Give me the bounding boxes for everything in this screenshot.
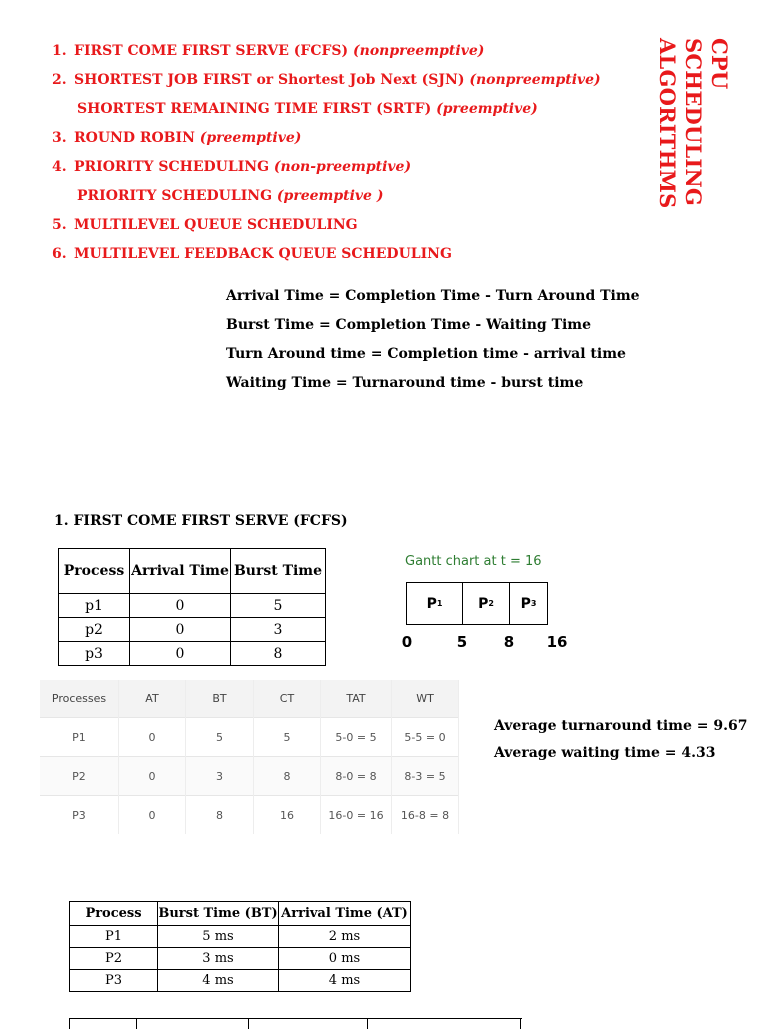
algorithm-mode: (preemptive) [199,130,302,146]
item-number: 1. [52,43,67,59]
column-header: Burst Time (BT) [158,902,279,926]
gantt-tick: 8 [503,633,515,651]
algorithm-mode: (nonpreemptive) [469,72,601,88]
table-cell: 4 ms [158,970,279,992]
table-row [40,718,459,757]
segment-label: P [520,595,531,612]
table-cell: 0 [119,796,186,835]
table-column-line [520,1019,521,1029]
table-cell: 3 [231,618,326,642]
table-column-line [367,1019,368,1029]
column-header: Arrival Time (AT) [279,902,411,926]
column-header: Burst Time [231,549,326,594]
table-cell: P1 [70,926,158,948]
table-row [40,757,459,796]
table-cell: 16-0 = 16 [321,796,392,835]
algorithm-name: ROUND ROBIN [74,130,195,146]
column-header: TAT [321,680,392,718]
fcfs-input-table [58,548,326,666]
table-cell: 5 [231,594,326,618]
formula-waiting-time: Waiting Time = Turnaround time - burst time [226,375,584,391]
table-cell: 0 ms [279,948,411,970]
table-column-line [248,1019,249,1029]
table-row [70,948,411,970]
item-number: 4. [52,159,67,175]
table-row [59,594,326,618]
algorithm-item [52,214,601,243]
algorithm-name: SHORTEST JOB FIRST or Shortest Job Next (SJN) [74,72,465,88]
algorithm-mode: (non-preemptive) [273,159,412,175]
algorithm-mode: (nonpreemptive) [353,43,485,59]
algorithm-name: PRIORITY SCHEDULING [77,188,273,204]
table-cell: 16-8 = 8 [392,796,459,835]
average-waiting-time: Average waiting time = 4.33 [494,745,716,761]
segment-subscript: 2 [488,599,494,608]
average-turnaround-time: Average turnaround time = 9.67 [494,718,748,734]
algorithm-name: FIRST COME FIRST SERVE (FCFS) [74,43,349,59]
table-cell: 8 [254,757,321,796]
formula-arrival-time: Arrival Time = Completion Time - Turn Around Time [226,288,640,304]
gantt-segment-p3 [509,582,548,625]
algorithm-item [52,243,601,272]
averages-block [494,716,747,770]
example-process-table [69,901,411,992]
gantt-tick: 16 [546,633,568,651]
column-header: WT [392,680,459,718]
table-cell: P2 [40,757,119,796]
item-number: 5. [52,217,67,233]
algorithm-mode: (preemptive) [436,101,538,117]
table-cell: P3 [40,796,119,835]
column-header: CT [254,680,321,718]
table-cell: 3 ms [158,948,279,970]
column-header: Process [70,902,158,926]
table-cell: P1 [40,718,119,757]
segment-label: P [426,595,437,612]
table-row [59,642,326,666]
table-cell: 16 [254,796,321,835]
algorithm-item [52,69,601,98]
segment-subscript: 3 [530,599,537,608]
algorithm-name: SHORTEST REMAINING TIME FIRST (SRTF) [77,101,432,117]
algorithm-name: MULTILEVEL FEEDBACK QUEUE SCHEDULING [74,246,452,262]
algorithm-list [52,40,601,272]
gantt-tick: 0 [401,633,413,651]
table-cell: 5 [186,718,254,757]
fcfs-result-table [40,680,459,834]
table-cell: p2 [59,618,130,642]
algorithm-subitem [52,185,601,214]
column-header: Process [59,549,130,594]
table-row [40,796,459,835]
formula-turnaround-time: Turn Around time = Completion time - arrival time [226,346,626,362]
table-row [70,970,411,992]
table-cell: 5-0 = 5 [321,718,392,757]
table-cell: 0 [130,642,231,666]
table-cell: 4 ms [279,970,411,992]
table-cell: P3 [70,970,158,992]
column-header: BT [186,680,254,718]
table-cell: 5 ms [158,926,279,948]
section-heading: 1. FIRST COME FIRST SERVE (FCFS) [54,513,348,529]
algorithm-name: MULTILEVEL QUEUE SCHEDULING [74,217,358,233]
table-row [59,618,326,642]
table-cell: 8-3 = 5 [392,757,459,796]
table-cell: P2 [70,948,158,970]
table-cell: 0 [119,718,186,757]
algorithm-item [52,127,601,156]
gantt-segment-p2 [462,582,510,625]
formula-block [226,286,640,402]
algorithm-mode: (preemptive ) [276,188,384,204]
column-header: Arrival Time [130,549,231,594]
table-cell: 5-5 = 0 [392,718,459,757]
gantt-caption: Gantt chart at t = 16 [405,554,542,569]
table-cell: p1 [59,594,130,618]
table-cell: 8 [186,796,254,835]
algorithm-item [52,40,601,69]
table-cell: 8-0 = 8 [321,757,392,796]
table-cell: 2 ms [279,926,411,948]
segment-label: P [478,595,489,612]
table-cell: 8 [231,642,326,666]
table-cell: p3 [59,642,130,666]
gantt-segment-p1 [406,582,463,625]
page-title: CPU SCHEDULING ALGORITHMS [655,38,732,209]
table-column-line [136,1019,137,1029]
table-cell: 5 [254,718,321,757]
column-header: AT [119,680,186,718]
item-number: 3. [52,130,67,146]
gantt-tick: 5 [456,633,468,651]
algorithm-item [52,156,601,185]
table-cell: 3 [186,757,254,796]
gantt-chart [406,582,546,625]
table-cell: 0 [130,618,231,642]
table-row [70,926,411,948]
segment-subscript: 1 [436,599,443,608]
table-cell: 0 [130,594,231,618]
table-cell: 0 [119,757,186,796]
formula-burst-time: Burst Time = Completion Time - Waiting Time [226,317,592,333]
algorithm-subitem [52,98,601,127]
item-number: 2. [52,72,67,88]
algorithm-name: PRIORITY SCHEDULING [74,159,270,175]
item-number: 6. [52,246,67,262]
column-header: Processes [40,680,119,718]
